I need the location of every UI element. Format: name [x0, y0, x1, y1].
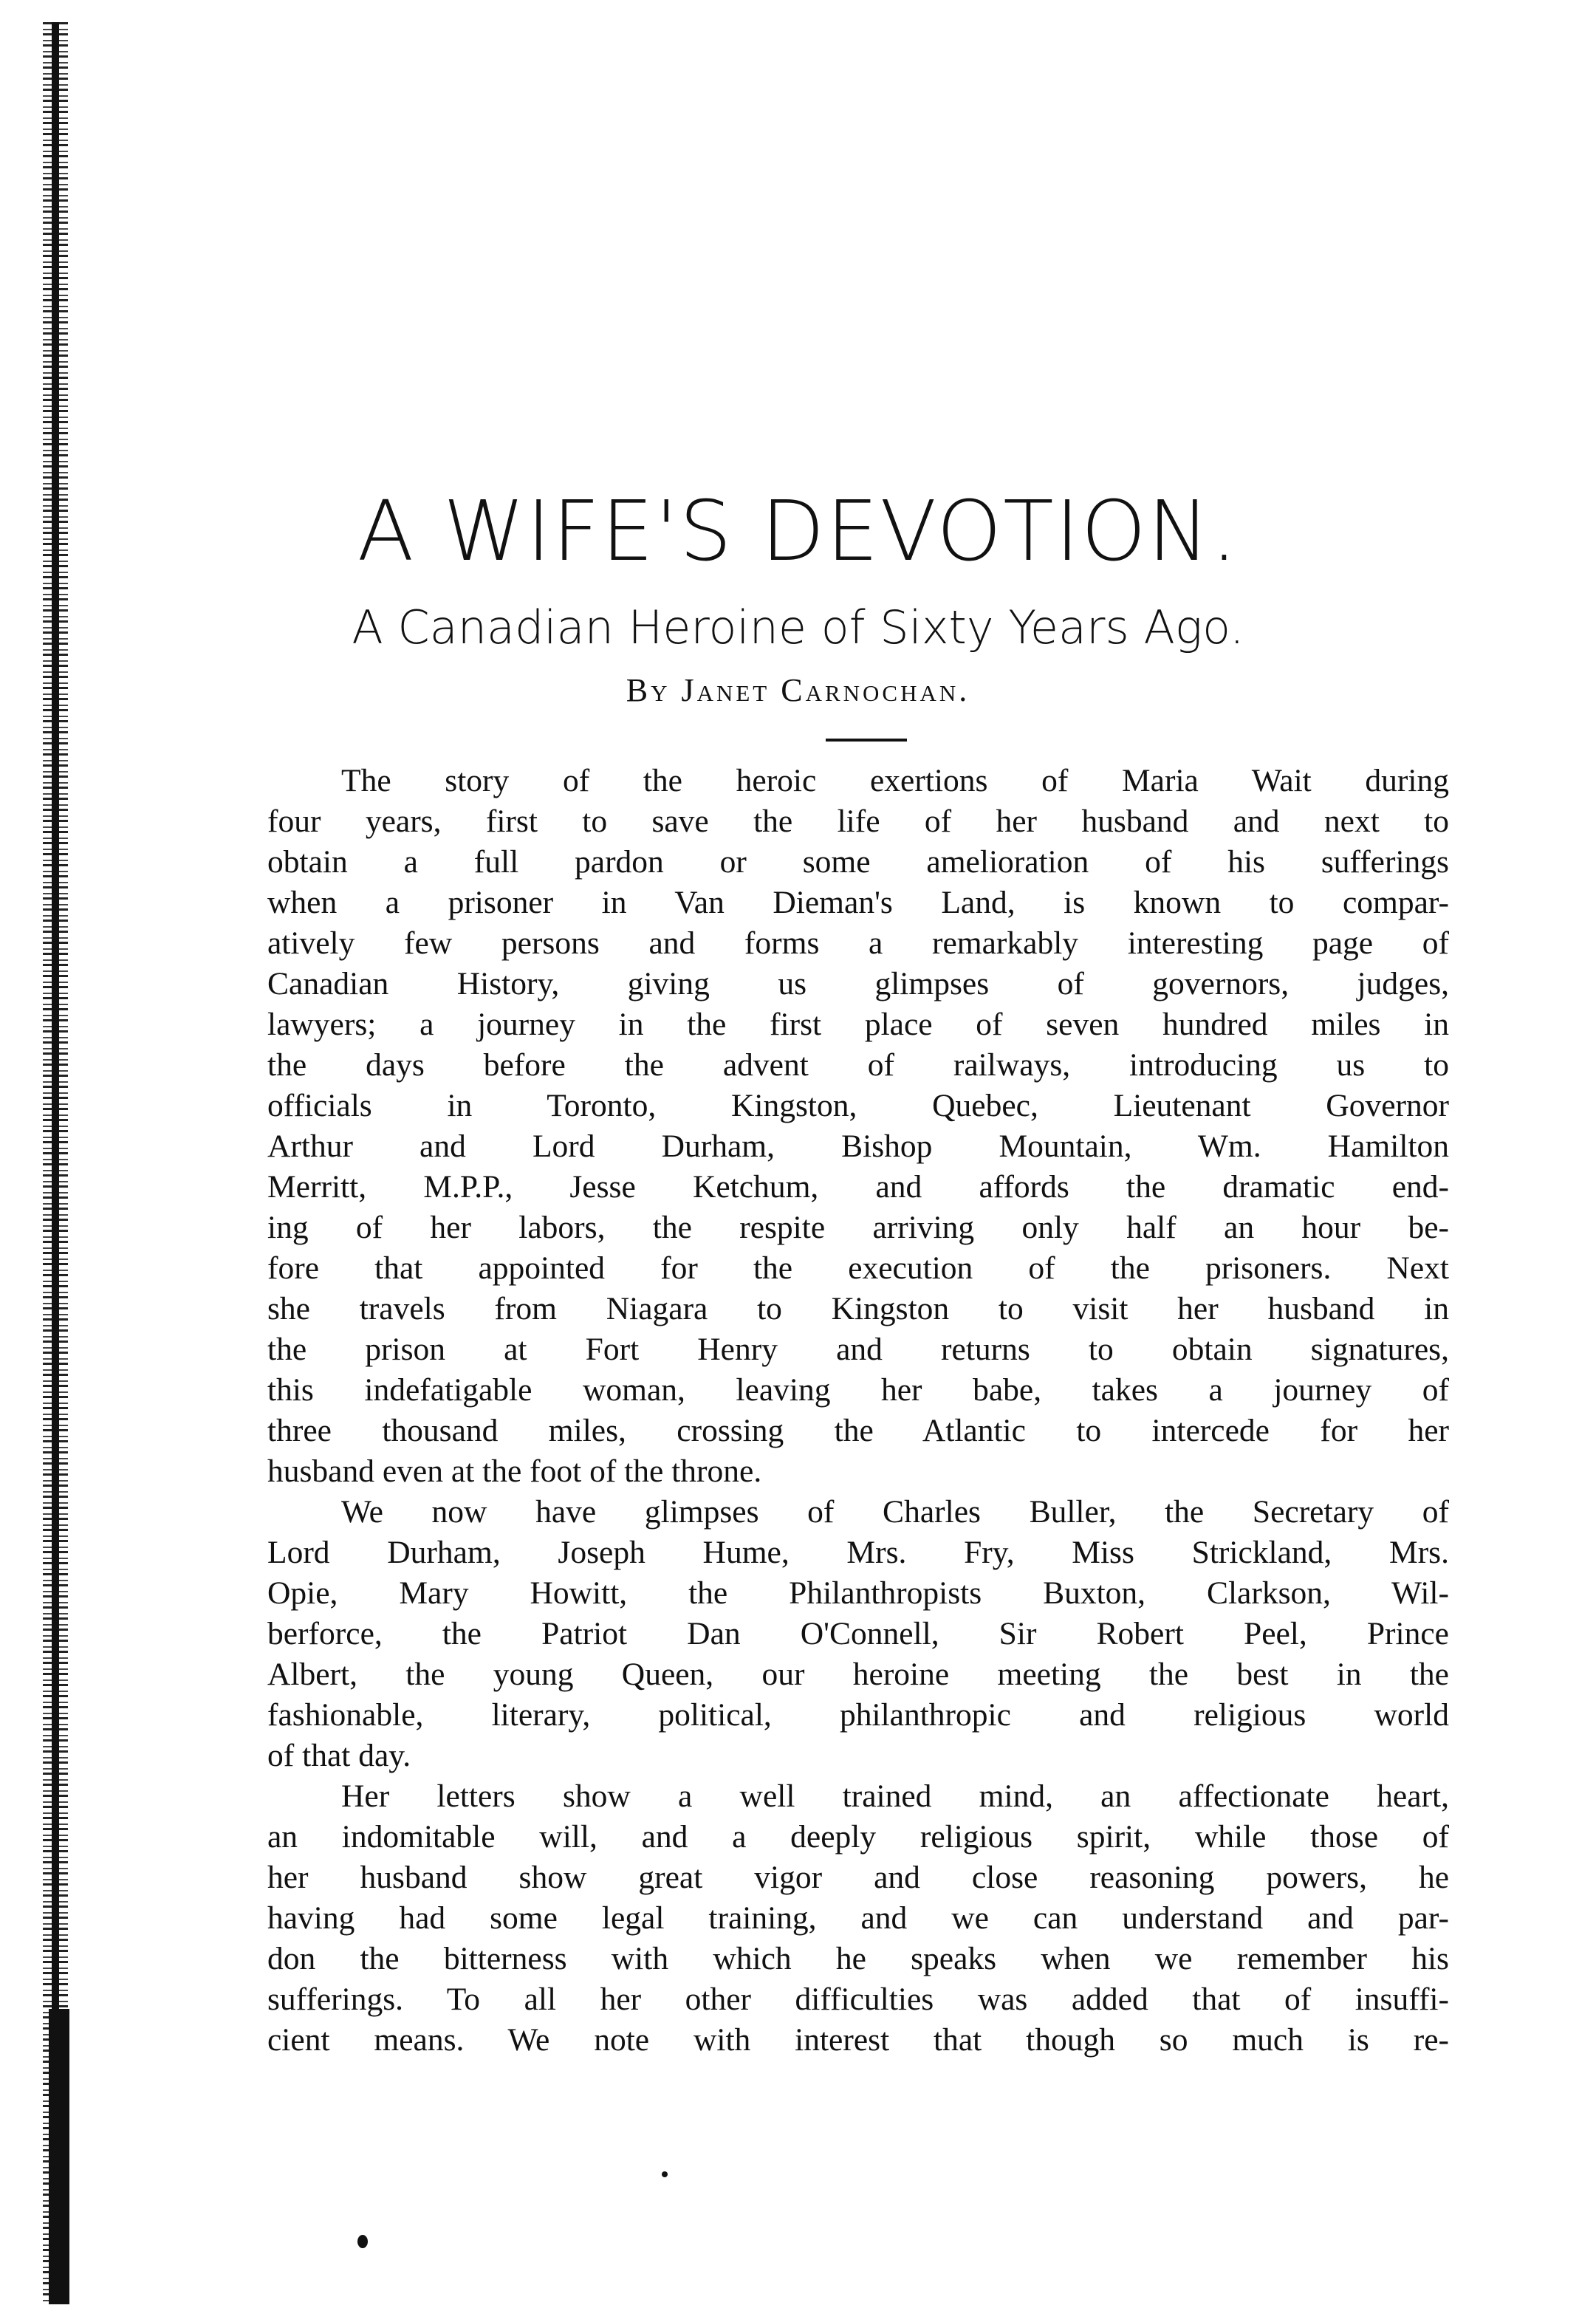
text-line: cient means. We note with interest that though so much is re-: [267, 2022, 1449, 2058]
spine-line: [52, 22, 59, 2304]
text-line: sufferings. To all her other difficulties was added that of insuffi-: [267, 1982, 1449, 2017]
text-line: ing of her labors, the respite arriving only half an hour be-: [267, 1210, 1449, 1245]
title-divider-rule: [826, 739, 907, 742]
article-title: A WIFE'S DEVOTION.: [357, 484, 1239, 580]
page-ink-mark: [357, 2235, 368, 2248]
ink-dot: [662, 2171, 668, 2177]
text-line: when a prisoner in Van Dieman's Land, is known to compar-: [267, 885, 1449, 920]
article-byline: By Janet Carnochan.: [626, 672, 970, 708]
article-body: [267, 761, 1449, 2061]
text-line: lawyers; a journey in the first place of seven hundred miles in: [267, 1007, 1449, 1042]
text-line: she travels from Niagara to Kingston to visit her husband in: [267, 1291, 1449, 1326]
paragraph-3: [267, 1776, 1449, 2061]
paragraph-2: [267, 1492, 1449, 1776]
text-line: obtain a full pardon or some amelioration of his sufferings: [267, 844, 1449, 880]
text-line: don the bitterness with which he speaks when we remember his: [267, 1941, 1449, 1976]
text-line: her husband show great vigor and close reasoning powers, he: [267, 1860, 1449, 1895]
text-line: Lord Durham, Joseph Hume, Mrs. Fry, Miss Strickland, Mrs.: [267, 1535, 1449, 1570]
text-line: the prison at Fort Henry and returns to obtain signatures,: [267, 1332, 1449, 1367]
text-line: husband even at the foot of the throne.: [267, 1453, 762, 1489]
text-line: an indomitable will, and a deeply religious spirit, while those of: [267, 1819, 1449, 1855]
text-line: officials in Toronto, Kingston, Quebec, Lieutenant Governor: [267, 1088, 1449, 1123]
text-line: fore that appointed for the execution of the prisoners. Next: [267, 1250, 1449, 1286]
text-line: Her letters show a well trained mind, an affectionate heart,: [341, 1778, 1449, 1814]
text-line: fashionable, literary, political, philanthropic and religious world: [267, 1697, 1449, 1733]
text-line: berforce, the Patriot Dan O'Connell, Sir Robert Peel, Prince: [267, 1616, 1449, 1651]
paragraph-1: [267, 761, 1449, 1492]
text-line: of that day.: [267, 1738, 411, 1773]
text-line: Arthur and Lord Durham, Bishop Mountain, Wm. Hamilton: [267, 1129, 1449, 1164]
text-line: We now have glimpses of Charles Buller, the Secretary of: [341, 1494, 1449, 1530]
text-line: Merritt, M.P.P., Jesse Ketchum, and affords the dramatic end-: [267, 1169, 1449, 1205]
article-subtitle: A Canadian Heroine of Sixty Years Ago.: [352, 600, 1244, 654]
text-line: this indefatigable woman, leaving her babe, takes a journey of: [267, 1372, 1449, 1408]
text-line: Canadian History, giving us glimpses of governors, judges,: [267, 966, 1449, 1001]
text-line: atively few persons and forms a remarkably interesting page of: [267, 925, 1449, 961]
text-line: Albert, the young Queen, our heroine meeting the best in the: [267, 1657, 1449, 1692]
text-line: having had some legal training, and we can understand and par-: [267, 1900, 1449, 1936]
spine-shadow: [49, 2009, 69, 2304]
text-line: The story of the heroic exertions of Maria Wait during: [341, 763, 1449, 798]
text-line: four years, first to save the life of her husband and next to: [267, 804, 1449, 839]
text-line: the days before the advent of railways, introducing us to: [267, 1047, 1449, 1083]
text-line: three thousand miles, crossing the Atlantic to intercede for her: [267, 1413, 1449, 1448]
text-line: Opie, Mary Howitt, the Philanthropists Buxton, Clarkson, Wil-: [267, 1575, 1449, 1611]
